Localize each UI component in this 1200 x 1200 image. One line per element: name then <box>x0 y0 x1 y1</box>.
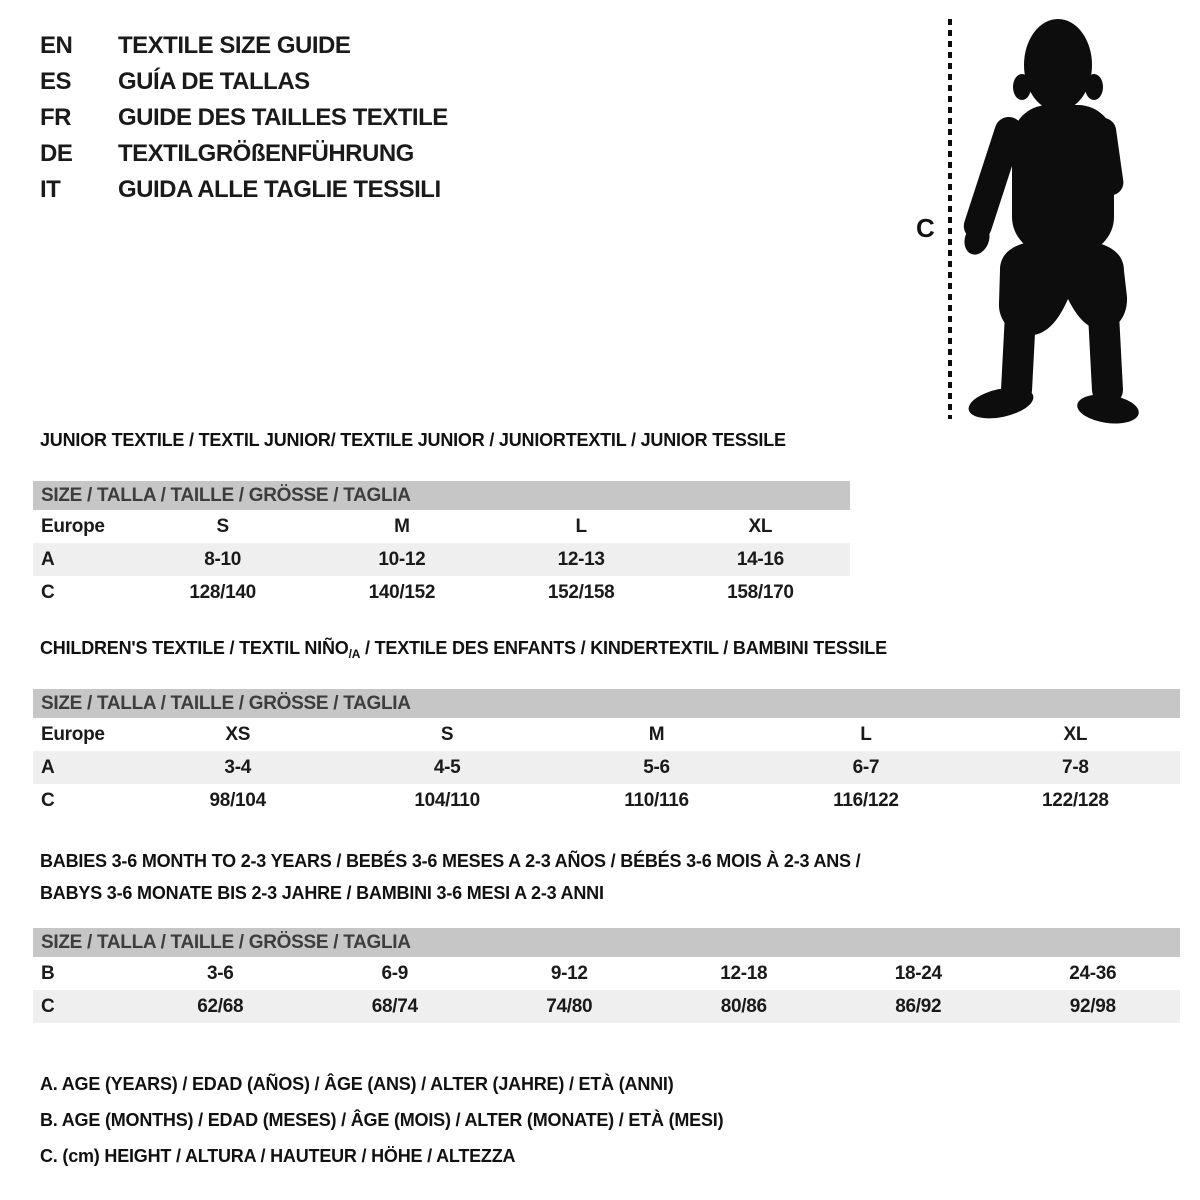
height-cell: 74/80 <box>546 995 593 1017</box>
size-cell: M <box>394 515 410 537</box>
row-label: Europe <box>41 515 105 537</box>
height-cell: 98/104 <box>209 789 266 811</box>
age-cell: 14-16 <box>736 548 784 570</box>
size-cell: M <box>648 723 665 745</box>
height-cell: 110/116 <box>624 789 689 811</box>
age-cell: 8-10 <box>204 548 242 570</box>
age-cell: 24-36 <box>1069 962 1117 984</box>
guide-title-en: TEXTILE SIZE GUIDE <box>118 32 351 59</box>
age-cell: 12-18 <box>720 962 768 984</box>
baby-silhouette-icon <box>900 5 1162 433</box>
age-cell: 12-13 <box>557 548 605 570</box>
age-cell: 10-12 <box>378 548 426 570</box>
height-measurement-figure <box>900 5 1162 433</box>
size-cell: L <box>575 515 587 537</box>
age-cell: 6-9 <box>381 962 409 984</box>
height-cell: 92/98 <box>1069 995 1116 1017</box>
height-cell: 104/110 <box>414 789 480 811</box>
age-cell: 3-4 <box>224 756 251 778</box>
table-row-height <box>33 784 1180 817</box>
size-cell: XL <box>748 515 773 537</box>
height-cell: 116/122 <box>833 789 899 811</box>
height-cell: 62/68 <box>197 995 244 1017</box>
size-table-header: SIZE / TALLA / TAILLE / GRÖSSE / TAGLIA <box>33 481 850 510</box>
size-cell: L <box>860 723 872 745</box>
table-row-age-years <box>33 543 850 576</box>
age-cell: 3-6 <box>206 962 234 984</box>
age-cell: 7-8 <box>1062 756 1089 778</box>
row-label: A <box>41 548 55 570</box>
language-code: FR <box>40 104 71 131</box>
legend-line-a: A. AGE (YEARS) / EDAD (AÑOS) / ÂGE (ANS) / ALTER (JAHRE) / ETÀ (ANNI) <box>40 1074 674 1094</box>
language-code: DE <box>40 140 73 167</box>
language-code: IT <box>40 176 61 203</box>
junior-section-title: JUNIOR TEXTILE / TEXTIL JUNIOR/ TEXTILE JUNIOR / JUNIORTEXTIL / JUNIOR TESSILE <box>40 430 786 450</box>
table-row-europe <box>33 510 850 543</box>
language-code: EN <box>40 32 73 59</box>
children-title-prefix: CHILDREN'S TEXTILE / TEXTIL NIÑO <box>40 638 349 658</box>
junior-size-table <box>33 481 850 609</box>
size-table-header: SIZE / TALLA / TAILLE / GRÖSSE / TAGLIA <box>33 689 1180 718</box>
row-label: A <box>41 756 55 778</box>
language-row-es <box>40 64 448 100</box>
table-row-height <box>33 576 850 609</box>
children-title-subscript: /A <box>348 647 361 661</box>
age-cell: 4-5 <box>433 756 461 778</box>
size-table-header: SIZE / TALLA / TAILLE / GRÖSSE / TAGLIA <box>33 928 1180 957</box>
guide-title-de: TEXTILGRÖßENFÜHRUNG <box>118 140 414 167</box>
babies-title-line-2: BABYS 3-6 MONATE BIS 2-3 JAHRE / BAMBINI 3-6 MESI A 2-3 ANNI <box>40 883 604 903</box>
table-row-age-years <box>33 751 1180 784</box>
babies-size-table <box>33 928 1180 1023</box>
height-cell: 86/92 <box>895 995 942 1017</box>
row-label: C <box>41 789 55 811</box>
guide-title-es: GUÍA DE TALLAS <box>118 68 310 95</box>
height-cell: 140/152 <box>368 581 436 603</box>
legend-line-c: C. (cm) HEIGHT / ALTURA / HAUTEUR / HÖHE / ALTEZZA <box>40 1146 516 1166</box>
size-cell: XL <box>1063 723 1088 745</box>
guide-title-it: GUIDA ALLE TAGLIE TESSILI <box>118 176 441 203</box>
children-section-title <box>40 638 887 659</box>
size-cell: S <box>216 515 229 537</box>
language-row-de <box>40 136 448 172</box>
row-label: Europe <box>41 723 105 745</box>
children-title-suffix: / TEXTILE DES ENFANTS / KINDERTEXTIL / BAMBINI TESSILE <box>360 638 887 658</box>
language-code: ES <box>40 68 72 95</box>
language-row-it <box>40 172 448 208</box>
legend-line-b: B. AGE (MONTHS) / EDAD (MESES) / ÂGE (MOIS) / ALTER (MONATE) / ETÀ (MESI) <box>40 1110 724 1130</box>
height-cell: 158/170 <box>727 581 794 603</box>
guide-title-fr: GUIDE DES TAILLES TEXTILE <box>118 104 448 131</box>
language-row-fr <box>40 100 448 136</box>
table-row-age-months <box>33 957 1180 990</box>
table-row-height <box>33 990 1180 1023</box>
height-cell: 152/158 <box>547 581 615 603</box>
babies-section-title <box>40 845 860 909</box>
language-list <box>40 28 448 208</box>
row-label: C <box>41 581 55 603</box>
height-cell: 122/128 <box>1042 789 1109 811</box>
age-cell: 18-24 <box>894 962 942 984</box>
row-label: C <box>41 995 55 1017</box>
measurement-legend <box>40 1066 723 1174</box>
children-size-table <box>33 689 1180 817</box>
language-row-en <box>40 28 448 64</box>
height-cell: 68/74 <box>371 995 418 1017</box>
table-row-europe <box>33 718 1180 751</box>
height-cell: 80/86 <box>720 995 767 1017</box>
height-measure-label: C <box>916 213 935 243</box>
age-cell: 6-7 <box>852 756 880 778</box>
height-cell: 128/140 <box>189 581 256 603</box>
babies-title-line-1: BABIES 3-6 MONTH TO 2-3 YEARS / BEBÉS 3-6 MESES A 2-3 AÑOS / BÉBÉS 3-6 MOIS À 2-3 ANS / <box>40 851 861 871</box>
size-cell: S <box>440 723 454 745</box>
age-cell: 5-6 <box>643 756 670 778</box>
row-label: B <box>41 962 55 984</box>
size-cell: XS <box>225 723 251 745</box>
age-cell: 9-12 <box>550 962 588 984</box>
